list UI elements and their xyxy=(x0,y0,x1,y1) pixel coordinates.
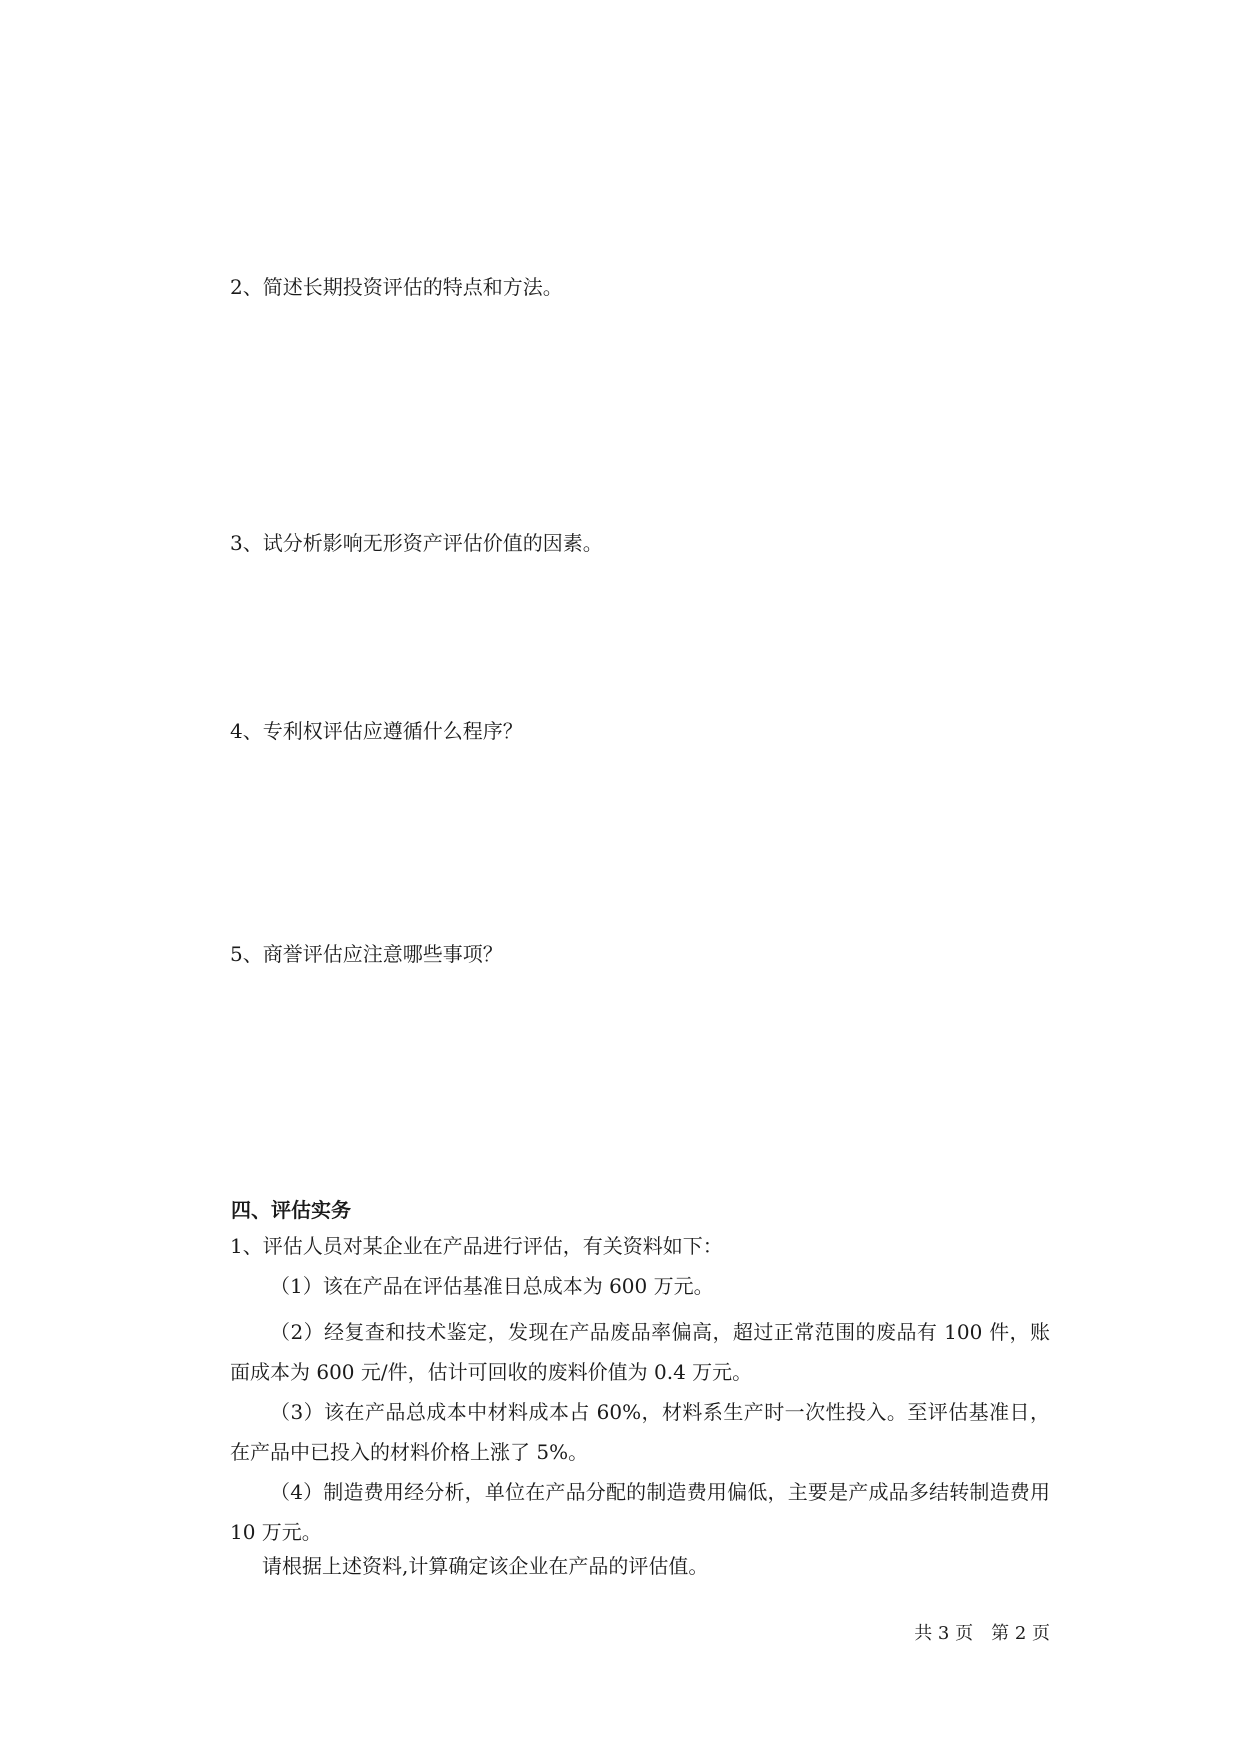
practice-item-4: （4）制造费用经分析，单位在产品分配的制造费用偏低，主要是产成品多结转制造费用 10 万元。 xyxy=(230,1480,1050,1544)
practice-item-1: （1）该在产品在评估基准日总成本为 600 万元。 xyxy=(270,1274,714,1298)
practice-item-2: （2）经复查和技术鉴定，发现在产品废品率偏高，超过正常范围的废品有 100 件，账面成本为 600 元/件，估计可回收的废料价值为 0.4 万元。 xyxy=(230,1320,1050,1384)
question-2: 2、简述长期投资评估的特点和方法。 xyxy=(230,275,563,299)
practice-question-intro: 1、评估人员对某企业在产品进行评估，有关资料如下： xyxy=(230,1234,723,1258)
question-3: 3、试分析影响无形资产评估价值的因素。 xyxy=(230,531,603,555)
practice-item-3: （3）该在产品总成本中材料成本占 60%，材料系生产时一次性投入。至评估基准日，在产品中已投入的材料价格上涨了 5%。 xyxy=(230,1400,1050,1464)
question-4: 4、专利权评估应遵循什么程序？ xyxy=(230,719,523,743)
section-title-evaluation-practice: 四、评估实务 xyxy=(231,1198,351,1222)
page-number-footer: 共 3 页 第 2 页 xyxy=(914,1623,1050,1644)
practice-task: 请根据上述资料,计算确定该企业在产品的评估值。 xyxy=(262,1554,709,1578)
question-5: 5、商誉评估应注意哪些事项？ xyxy=(230,942,503,966)
